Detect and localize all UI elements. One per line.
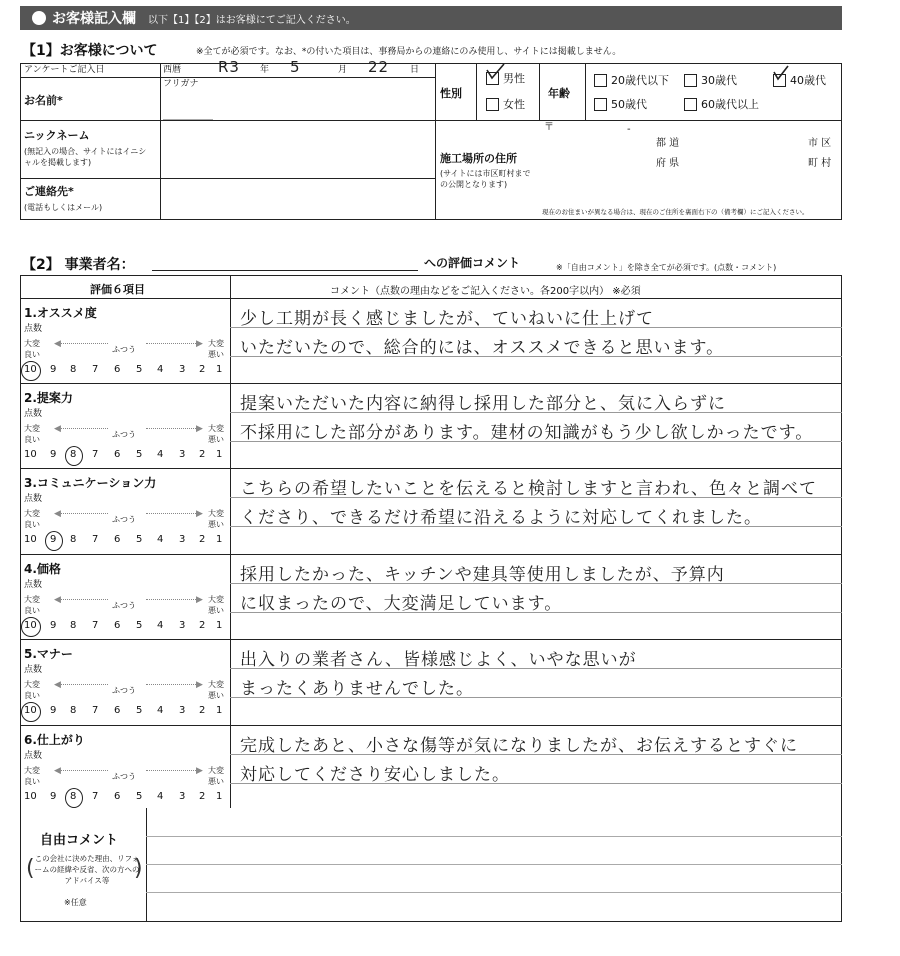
- score-option[interactable]: 2: [199, 619, 206, 631]
- score-option[interactable]: 6: [114, 790, 121, 802]
- arrow-left-icon: ◀: [54, 680, 61, 691]
- checkmark-icon: [484, 62, 508, 84]
- score-option[interactable]: 5: [136, 619, 143, 631]
- criterion-name: 1.オススメ度: [24, 306, 97, 320]
- score-option[interactable]: 7: [92, 619, 99, 631]
- nickname-note: (無記入の場合、サイトにはイニシャルを掲載します): [24, 147, 147, 167]
- scale-high-bottom: 良い: [24, 435, 40, 444]
- checkbox-icon[interactable]: [594, 98, 607, 111]
- score-option[interactable]: 10: [24, 534, 37, 545]
- scale-high-top: 大変: [24, 594, 40, 604]
- criteria-header: 評価６項目: [90, 283, 145, 296]
- scale-mid: ふつう: [112, 686, 136, 696]
- score-option[interactable]: 9: [50, 534, 57, 545]
- score-label: 点数: [24, 750, 43, 761]
- score-option[interactable]: 3: [179, 534, 186, 545]
- scale-low-top: 大変: [208, 424, 224, 433]
- scale-mid: ふつう: [112, 430, 136, 439]
- arrow-left-icon: ◀: [54, 765, 61, 776]
- score-option[interactable]: 6: [114, 364, 121, 375]
- score-option[interactable]: 3: [179, 364, 186, 375]
- checkmark-icon: [771, 64, 791, 84]
- furigana-label: フリガナ: [163, 79, 199, 89]
- selected-score-circle: [65, 788, 83, 808]
- selected-score-circle: [21, 361, 41, 381]
- scale-high-top: 大変: [24, 509, 40, 518]
- score-option[interactable]: 3: [179, 449, 186, 460]
- arrow-right-icon: ▶: [196, 594, 203, 605]
- banner-subtitle: 以下【1】【2】はお客様にてご記入ください。: [148, 14, 356, 26]
- scale-low-bottom: 悪い: [208, 520, 224, 529]
- scale-high-top: 大変: [24, 339, 40, 348]
- postal-dash: -: [627, 124, 631, 135]
- age-label-20s: 20歳代以下: [611, 74, 669, 87]
- scale-low-bottom: 悪い: [208, 605, 224, 615]
- age-label-50s: 50歳代: [611, 98, 647, 111]
- score-option[interactable]: 2: [199, 449, 206, 460]
- criterion-name: 3.コミュニケーション力: [24, 476, 157, 490]
- score-option[interactable]: 9: [50, 449, 57, 460]
- criterion-name: 5.マナー: [24, 647, 73, 662]
- section2-note: ※「自由コメント」を除き全てが必須です。(点数・コメント): [556, 263, 777, 272]
- score-option[interactable]: 7: [92, 449, 99, 460]
- site-note: (サイトには市区町村までの公開となります): [440, 169, 531, 189]
- score-label: 点数: [24, 665, 43, 676]
- score-option[interactable]: 10: [24, 705, 37, 717]
- score-option[interactable]: 5: [136, 705, 143, 717]
- checkbox-icon[interactable]: [486, 98, 499, 111]
- score-option[interactable]: 1: [216, 449, 223, 460]
- age-option-30s[interactable]: [684, 72, 737, 88]
- score-option[interactable]: 5: [136, 364, 143, 375]
- comment-line-1[interactable]: 提案いただいた内容に納得し採用した部分と、気に入らずに: [240, 394, 726, 414]
- score-option[interactable]: 8: [70, 449, 77, 460]
- left-paren-icon: (: [26, 856, 35, 881]
- arrow-right-icon: ▶: [196, 509, 203, 519]
- score-option[interactable]: 8: [70, 790, 77, 802]
- score-option[interactable]: 6: [114, 619, 121, 631]
- comment-line-1[interactable]: 採用したかった、キッチンや建具等使用しましたが、予算内: [240, 564, 725, 585]
- banner-title: お客様記入欄: [52, 11, 136, 27]
- comment-line-2[interactable]: 対応してくださり安心しました。: [240, 764, 510, 785]
- scale-mid: ふつう: [112, 771, 136, 781]
- arrow-right-icon: ▶: [196, 680, 203, 691]
- comment-line-2[interactable]: いただいたので、総合的には、オススメできると思います。: [240, 338, 725, 358]
- score-option[interactable]: 4: [157, 619, 164, 631]
- score-option[interactable]: 4: [157, 790, 164, 802]
- score-option[interactable]: 2: [199, 790, 206, 802]
- scale-low-bottom: 悪い: [208, 691, 224, 701]
- month-label: 月: [338, 65, 348, 75]
- survey-date-label: アンケートご記入日: [24, 65, 105, 75]
- scale-low-top: 大変: [208, 509, 224, 518]
- scale-high-top: 大変: [24, 424, 40, 433]
- scale-high-bottom: 良い: [24, 350, 40, 359]
- postal-mark: 〒: [544, 122, 554, 133]
- score-option[interactable]: 6: [114, 705, 121, 717]
- day-label: 日: [410, 65, 420, 75]
- form-banner: [20, 6, 842, 30]
- score-option[interactable]: 7: [92, 705, 99, 717]
- selected-score-circle: [65, 446, 83, 466]
- comment-line-2[interactable]: に収まったので、大変満足しています。: [240, 593, 563, 614]
- comment-header: コメント（点数の理由などをご記入ください。各200字以内） ※必須: [330, 286, 641, 297]
- score-option[interactable]: 3: [179, 619, 186, 631]
- score-option[interactable]: 1: [216, 534, 223, 545]
- scale-mid: ふつう: [112, 515, 136, 524]
- criterion-name: 2.提案力: [24, 391, 73, 405]
- score-option[interactable]: 4: [157, 534, 164, 545]
- site-label: 施工場所の住所: [440, 152, 517, 165]
- checkbox-icon[interactable]: [684, 74, 697, 87]
- day-value[interactable]: 22: [368, 58, 390, 76]
- scale-mid: ふつう: [112, 345, 136, 354]
- age-label-60s: 60歳代以上: [701, 98, 759, 111]
- gender-label: 性別: [440, 87, 462, 100]
- age-label-30s: 30歳代: [701, 74, 737, 87]
- comment-line-2[interactable]: くださり、できるだけ希望に沿えるように対応してくれました。: [240, 508, 762, 528]
- score-option[interactable]: 2: [199, 364, 206, 375]
- scale-low-bottom: 悪い: [208, 776, 224, 786]
- contact-note: (電話もしくはメール): [24, 203, 103, 212]
- score-option[interactable]: 9: [50, 705, 57, 717]
- arrow-right-icon: ▶: [196, 765, 203, 776]
- arrow-left-icon: ◀: [54, 339, 61, 349]
- scale-low-top: 大変: [208, 765, 224, 775]
- free-comment-field[interactable]: [146, 808, 842, 922]
- score-option[interactable]: 9: [50, 790, 57, 802]
- scale-low-top: 大変: [208, 680, 224, 690]
- section2-heading: 【2】 事業者名：: [22, 257, 135, 273]
- site-footnote: 現在のお住まいが異なる場合は、現在のご住所を裏面右下の（備考欄）にご記入ください。: [542, 208, 809, 216]
- score-label: 点数: [24, 494, 43, 504]
- selected-score-circle: [21, 617, 41, 637]
- comment-line-1[interactable]: 少し工期が長く感じましたが、ていねいに仕上げて: [240, 309, 654, 329]
- score-label: 点数: [24, 579, 43, 590]
- scale-low-top: 大変: [208, 339, 224, 348]
- score-option[interactable]: 5: [136, 449, 143, 460]
- score-option[interactable]: 1: [216, 790, 223, 802]
- year-value[interactable]: R3: [218, 58, 240, 76]
- scale-low-bottom: 悪い: [208, 350, 224, 359]
- arrow-left-icon: ◀: [54, 594, 61, 605]
- criterion-name: 6.仕上がり: [24, 732, 85, 747]
- scale-low-top: 大変: [208, 594, 224, 604]
- free-comment-note: この会社に決めた理由、リフォームの経緯や反省、次の方へのアドバイス等: [34, 854, 140, 885]
- section1-heading: 【1】お客様について: [22, 43, 158, 59]
- score-option[interactable]: 10: [24, 449, 37, 460]
- arrow-right-icon: ▶: [196, 339, 203, 349]
- score-option[interactable]: 2: [199, 534, 206, 545]
- comment-line-1[interactable]: 完成したあと、小さな傷等が気になりましたが、お伝えするとすぐに: [240, 735, 798, 756]
- score-option[interactable]: 8: [70, 619, 77, 631]
- score-label: 点数: [24, 324, 43, 334]
- name-label: お名前*: [24, 94, 63, 107]
- score-option[interactable]: 2: [199, 705, 206, 717]
- score-option[interactable]: 1: [216, 619, 223, 631]
- year-label: 年: [260, 65, 270, 75]
- age-option-60s[interactable]: [684, 96, 759, 112]
- age-option-50s[interactable]: [594, 96, 647, 112]
- arrow-left-icon: ◀: [54, 424, 61, 434]
- checkbox-icon[interactable]: [594, 74, 607, 87]
- score-option[interactable]: 4: [157, 449, 164, 460]
- gender-female-option[interactable]: [486, 96, 525, 112]
- score-option[interactable]: 6: [114, 449, 121, 460]
- score-option[interactable]: 9: [50, 364, 57, 375]
- scale-high-bottom: 良い: [24, 776, 40, 786]
- scale-high-top: 大変: [24, 765, 40, 775]
- score-option[interactable]: 10: [24, 364, 37, 375]
- checkbox-icon[interactable]: [684, 98, 697, 111]
- scale-high-bottom: 良い: [24, 605, 40, 615]
- score-option[interactable]: 6: [114, 534, 121, 545]
- male-label: 男性: [503, 72, 525, 85]
- pref-label-1: 都 道: [656, 138, 680, 149]
- nickname-label: ニックネーム: [24, 129, 90, 142]
- score-option[interactable]: 5: [136, 534, 143, 545]
- score-option[interactable]: 3: [179, 790, 186, 802]
- scale-high-top: 大変: [24, 680, 40, 690]
- free-comment-optional: ※任意: [64, 898, 87, 907]
- score-option[interactable]: 4: [157, 705, 164, 717]
- era-label: 西暦: [163, 65, 182, 75]
- scale-mid: ふつう: [112, 600, 136, 610]
- right-paren-icon: ): [134, 856, 143, 881]
- selected-score-circle: [45, 531, 63, 551]
- scale-high-bottom: 良い: [24, 520, 40, 529]
- arrow-left-icon: ◀: [54, 509, 61, 519]
- score-option[interactable]: 10: [24, 619, 37, 631]
- score-option[interactable]: 1: [216, 705, 223, 717]
- female-label: 女性: [503, 98, 525, 111]
- city-label-2: 町 村: [808, 158, 832, 169]
- criterion-name: 4.価格: [24, 561, 61, 576]
- arrow-right-icon: ▶: [196, 424, 203, 434]
- month-value[interactable]: 5: [290, 58, 301, 76]
- comment-line-2[interactable]: 不採用にした部分があります。建材の知識がもう少し欲しかったです。: [240, 423, 814, 443]
- score-option[interactable]: 1: [216, 364, 223, 375]
- score-option[interactable]: 10: [24, 790, 37, 802]
- age-label: 年齢: [548, 87, 570, 100]
- score-option[interactable]: 7: [92, 364, 99, 375]
- score-label: 点数: [24, 409, 43, 419]
- section1-note: ※全てが必須です。なお、*の付いた項目は、事務局からの連絡にのみ使用し、サイトには掲載しません。: [196, 47, 622, 57]
- comment-line-1[interactable]: こちらの希望したいことを伝えると検討しますと言われ、色々と調べて: [240, 479, 818, 499]
- age-option-20s[interactable]: [594, 72, 669, 88]
- city-label-1: 市 区: [808, 138, 832, 149]
- pref-label-2: 府 県: [656, 158, 680, 169]
- scale-low-bottom: 悪い: [208, 435, 224, 444]
- score-option[interactable]: 7: [92, 534, 99, 545]
- score-option[interactable]: 8: [70, 705, 77, 717]
- score-option[interactable]: 8: [70, 534, 77, 545]
- score-option[interactable]: 5: [136, 790, 143, 802]
- section2-heading-tail: への評価コメント: [424, 256, 521, 270]
- contact-label: ご連絡先*: [24, 185, 74, 198]
- scale-high-bottom: 良い: [24, 691, 40, 701]
- score-option[interactable]: 4: [157, 364, 164, 375]
- comment-line-2[interactable]: まったくありませんでした。: [240, 679, 474, 700]
- score-option[interactable]: 9: [50, 619, 57, 631]
- score-option[interactable]: 3: [179, 705, 186, 717]
- bullet-icon: [32, 11, 46, 25]
- score-option[interactable]: 8: [70, 364, 77, 375]
- age-label-40s: 40歳代: [790, 74, 826, 87]
- free-comment-label: 自由コメント: [40, 833, 119, 848]
- comment-line-1[interactable]: 出入りの業者さん、皆様感じよく、いやな思いが: [240, 650, 637, 671]
- score-option[interactable]: 7: [92, 790, 99, 802]
